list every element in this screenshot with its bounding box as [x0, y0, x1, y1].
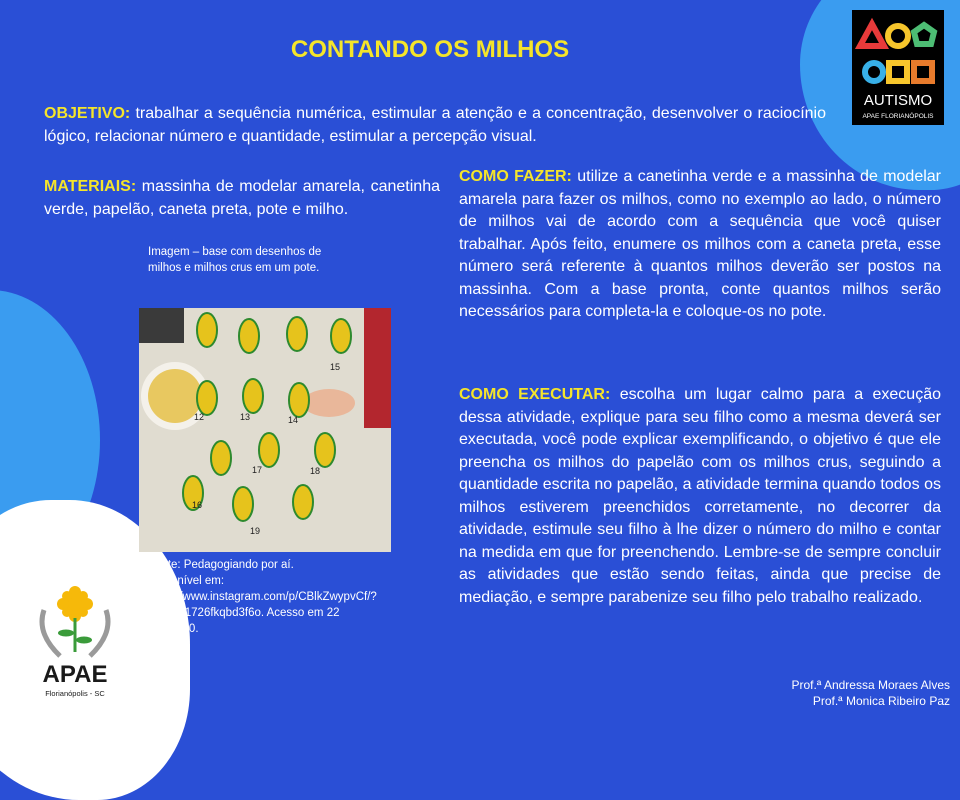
como-fazer-paragraph — [459, 166, 941, 324]
materiais-text: massinha de modelar amarela, canetinha verde, papelão, caneta preta, pote e milho. — [44, 178, 440, 218]
materiais-paragraph — [44, 176, 440, 221]
photo-number: 14 — [287, 415, 299, 425]
image-caption: Imagem – base com desenhos de milhos e milhos crus em um pote. — [148, 246, 322, 274]
como-executar-paragraph — [459, 384, 941, 609]
photo-number: 12 — [193, 412, 205, 422]
apae-logo-name: APAE — [42, 661, 108, 688]
apae-logo-sub: Florianópolis - SC — [45, 689, 105, 698]
autismo-logo — [852, 10, 944, 125]
objetivo-text: trabalhar a sequência numérica, estimular a atenção e a concentração, desenvolver o raciocínio lógico, relacionar número e quantidade, estimular a percepção visual. — [44, 105, 826, 145]
como-executar-text: escolha um lugar calmo para a execução dessa atividade, explique para seu filho como a mesma deverá ser executada, você pode explicar exemplificando, o objetivo é que ele preencha os milhos do papelão com os milhos crus, seguindo a quantidade escrita no papelão, a atividade termina quando todos os milhos estiverem preenchidos corretamente, no decorrer da atividade, estimule seu filho à lhe dizer o número do milho e contar na medida em que for preenchendo. Lembre-se de sempre concluir as atividades que estão sendo feitas, ainda que precise de mediação, e sempre parabenize seu filho pelo trabalho realizado. — [459, 386, 941, 606]
corn-activity-photo — [139, 308, 391, 552]
credit-line: Prof.ª Andressa Moraes Alves — [791, 678, 950, 692]
photo-number: 16 — [191, 500, 203, 510]
objetivo-paragraph — [44, 103, 826, 148]
apae-logo — [30, 578, 120, 706]
photo-number: 15 — [329, 362, 341, 372]
photo-number: 17 — [251, 465, 263, 475]
materiais-label: MATERIAIS: — [44, 178, 137, 195]
autismo-logo-sub: APAE FLORIANÓPOLIS — [862, 113, 934, 120]
autismo-logo-name: AUTISMO — [863, 92, 933, 109]
photo-number: 19 — [249, 526, 261, 536]
page-title: CONTANDO OS MILHOS — [290, 36, 570, 63]
credits — [791, 677, 950, 709]
source-citation: Fonte: Pedagogiando por aí. Disponível em: https://www.instagram.com/p/CBlkZwypvCf/?igshid=1726fkqbd3f6o. Acesso em 22 jun. 2020. — [148, 559, 377, 635]
como-executar-label: COMO EXECUTAR: — [459, 386, 611, 403]
photo-number: 18 — [309, 466, 321, 476]
credit-line: Prof.ª Monica Ribeiro Paz — [812, 694, 950, 708]
objetivo-label: OBJETIVO: — [44, 105, 131, 122]
como-fazer-label: COMO FAZER: — [459, 168, 572, 185]
como-fazer-text: utilize a canetinha verde e a massinha de modelar amarela para fazer os milhos, como no exemplo ao lado, o número de milhos vai de acordo com a sequência que você quiser trabalhar. Após feito, enumere os milhos com a caneta preta, esse número será referente à quantos milhos deverão ser postos na massinha. Com a base pronta, conte quantos milhos serão necessários para completa-la e coloque-os no pote. — [459, 168, 941, 320]
photo-number: 13 — [239, 412, 251, 422]
